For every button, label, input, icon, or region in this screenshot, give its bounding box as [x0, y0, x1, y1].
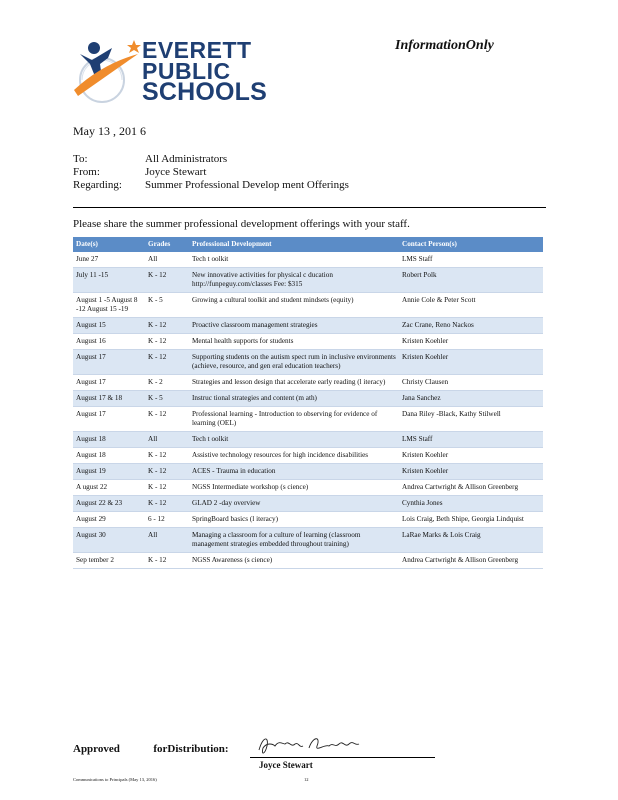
pd-schedule-table	[73, 237, 543, 569]
cell-date: August 30	[73, 528, 145, 553]
cell-date: August 16	[73, 334, 145, 350]
cell-grades: K - 5	[145, 293, 189, 318]
cell-grades: K - 12	[145, 268, 189, 293]
cell-pd: GLAD 2 -day overview	[189, 496, 399, 512]
table-row	[73, 512, 543, 528]
cell-date: August 15	[73, 318, 145, 334]
cell-date: August 17	[73, 375, 145, 391]
cell-grades: K - 12	[145, 350, 189, 375]
cell-pd: NGSS Awareness (s cience)	[189, 553, 399, 569]
to-label: To:	[73, 153, 88, 165]
table-row	[73, 293, 543, 318]
cell-grades: K - 12	[145, 553, 189, 569]
cell-contact: Lois Craig, Beth Shipe, Georgia Lindquist	[399, 512, 543, 528]
cell-contact: Kristen Koehler	[399, 464, 543, 480]
cell-pd: Instruc tional strategies and content (m ath)	[189, 391, 399, 407]
cell-pd: Assistive technology resources for high incidence disabilities	[189, 448, 399, 464]
table-row	[73, 318, 543, 334]
cell-grades: K - 5	[145, 391, 189, 407]
cell-date: August 22 & 23	[73, 496, 145, 512]
cell-date: August 18	[73, 448, 145, 464]
cell-contact: Cynthia Jones	[399, 496, 543, 512]
signer-name: Joyce Stewart	[259, 760, 313, 770]
from-label: From:	[73, 166, 100, 178]
table-row	[73, 496, 543, 512]
approval-line	[73, 743, 229, 755]
cell-date: Sep tember 2	[73, 553, 145, 569]
col-header-contact: Contact Person(s)	[399, 237, 543, 252]
cell-pd: Tech t oolkit	[189, 252, 399, 268]
table-row	[73, 407, 543, 432]
page-number: 12	[304, 777, 309, 782]
cell-pd: Mental health supports for students	[189, 334, 399, 350]
cell-date: August 17	[73, 407, 145, 432]
table-row	[73, 252, 543, 268]
footer-text: Communications to Principals (May 13, 2016)	[73, 777, 157, 782]
for-distribution-label: forDistribution:	[153, 743, 229, 755]
cell-pd: Managing a classroom for a culture of learning (classroom management strategies embedded throughout training)	[189, 528, 399, 553]
regarding-label: Regarding:	[73, 179, 122, 191]
table-row	[73, 375, 543, 391]
cell-pd: Professional learning - Introduction to observing for evidence of learning (OEL)	[189, 407, 399, 432]
information-only-stamp: InformationOnly	[395, 38, 494, 53]
cell-contact: Zac Crane, Reno Nackos	[399, 318, 543, 334]
cell-grades: K - 2	[145, 375, 189, 391]
signature-line	[250, 757, 435, 758]
cell-grades: K - 12	[145, 464, 189, 480]
cell-pd: NGSS Intermediate workshop (s cience)	[189, 480, 399, 496]
col-header-dates: Date(s)	[73, 237, 145, 252]
cell-grades: K - 12	[145, 448, 189, 464]
cell-pd: Tech t oolkit	[189, 432, 399, 448]
cell-contact: LaRae Marks & Lois Craig	[399, 528, 543, 553]
cell-grades: All	[145, 528, 189, 553]
cell-date: August 1 -5 August 8 -12 August 15 -19	[73, 293, 145, 318]
cell-contact: LMS Staff	[399, 432, 543, 448]
cell-contact: Robert Polk	[399, 268, 543, 293]
cell-date: July 11 -15	[73, 268, 145, 293]
from-value: Joyce Stewart	[145, 166, 207, 178]
to-value: All Administrators	[145, 153, 228, 165]
table-row	[73, 334, 543, 350]
cell-pd: New innovative activities for physical c ducation http://funpeguy.com/classes Fee: $315	[189, 268, 399, 293]
logo-line-3: SCHOOLS	[142, 78, 268, 106]
table-row	[73, 268, 543, 293]
table-row	[73, 464, 543, 480]
cell-grades: K - 12	[145, 318, 189, 334]
cell-date: A ugust 22	[73, 480, 145, 496]
col-header-grades: Grades	[145, 237, 189, 252]
logo-emblem-icon	[72, 34, 142, 112]
cell-grades: All	[145, 252, 189, 268]
table-row	[73, 448, 543, 464]
table-header-row	[73, 237, 543, 252]
cell-pd: SpringBoard basics (l iteracy)	[189, 512, 399, 528]
cell-contact: Christy Clausen	[399, 375, 543, 391]
cell-grades: K - 12	[145, 407, 189, 432]
cell-grades: All	[145, 432, 189, 448]
divider	[73, 207, 546, 208]
cell-contact: Annie Cole & Peter Scott	[399, 293, 543, 318]
cell-contact: Jana Sanchez	[399, 391, 543, 407]
cell-pd: Supporting students on the autism spect rum in inclusive environments (achieve, resource, and gen eral education teachers)	[189, 350, 399, 375]
cell-pd: Proactive classroom management strategies	[189, 318, 399, 334]
table-row	[73, 350, 543, 375]
col-header-pd: Professional Development	[189, 237, 399, 252]
cell-contact: LMS Staff	[399, 252, 543, 268]
handwritten-signature	[255, 732, 365, 758]
cell-date: August 17 & 18	[73, 391, 145, 407]
cell-grades: K - 12	[145, 480, 189, 496]
table-row	[73, 528, 543, 553]
cell-grades: 6 - 12	[145, 512, 189, 528]
logo-wordmark	[142, 37, 268, 106]
cell-contact: Andrea Cartwright & Allison Greenberg	[399, 553, 543, 569]
cell-pd: Growing a cultural toolkit and student mindsets (equity)	[189, 293, 399, 318]
cell-pd: ACES - Trauma in education	[189, 464, 399, 480]
memo-header	[73, 153, 349, 192]
memo-date: May 13 , 201 6	[73, 124, 146, 138]
intro-text: Please share the summer professional development offerings with your staff.	[73, 218, 410, 230]
cell-contact: Kristen Koehler	[399, 448, 543, 464]
cell-pd: Strategies and lesson design that accelerate early reading (l iteracy)	[189, 375, 399, 391]
approved-label: Approved	[73, 743, 120, 755]
cell-contact: Andrea Cartwright & Allison Greenberg	[399, 480, 543, 496]
table-row	[73, 480, 543, 496]
cell-date: August 29	[73, 512, 145, 528]
cell-date: August 18	[73, 432, 145, 448]
cell-grades: K - 12	[145, 496, 189, 512]
cell-grades: K - 12	[145, 334, 189, 350]
regarding-value: Summer Professional Develop ment Offerings	[145, 179, 349, 191]
cell-contact: Dana Riley -Black, Kathy Stilwell	[399, 407, 543, 432]
logo-line-2: PUBLIC	[142, 58, 231, 84]
logo-line-1: EVERETT	[142, 37, 252, 63]
table-row	[73, 391, 543, 407]
cell-date: August 17	[73, 350, 145, 375]
table-row	[73, 432, 543, 448]
cell-date: August 19	[73, 464, 145, 480]
cell-contact: Kristen Koehler	[399, 334, 543, 350]
cell-contact: Kristen Koehler	[399, 350, 543, 375]
table-row	[73, 553, 543, 569]
cell-date: June 27	[73, 252, 145, 268]
